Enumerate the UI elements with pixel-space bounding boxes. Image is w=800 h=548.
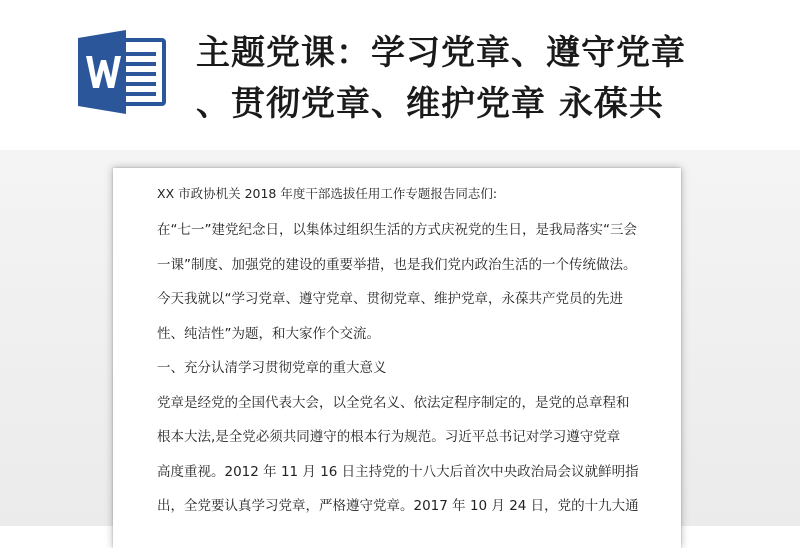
title-line: 主题党课：学习党章、遵守党章: [196, 33, 686, 73]
text-line: 出，全党要认真学习党章，严格遵守党章。2017 年 10 月 24 日，党的十九大通: [157, 498, 639, 514]
text-line: 根本大法,是全党必须共同遵守的根本行为规范。习近平总书记对学习遵守党章: [157, 429, 621, 445]
text-line: 一课”制度、加强党的建设的重要举措，也是我们党内政治生活的一个传统做法。: [157, 256, 637, 273]
page-title: [196, 28, 786, 130]
text-line: 性、纯洁性”为题，和大家作个交流。: [157, 325, 380, 342]
document-body: [157, 184, 647, 524]
text-line: 高度重视。2012 年 11 月 16 日主持党的十八大后首次中央政治局会议就鲜明指: [157, 463, 639, 480]
word-document-icon: [76, 30, 168, 114]
text-line: 党章是经党的全国代表大会，以全党名义、依法定程序制定的，是党的总章程和: [157, 394, 630, 411]
title-line: 、贯彻党章、维护党章 永葆共: [196, 84, 664, 124]
text-line: 在“七一”建党纪念日，以集体过组织生活的方式庆祝党的生日，是我局落实“三会: [157, 222, 637, 238]
salutation: XX 市政协机关 2018 年度干部选拔任用工作专题报告同志们:: [157, 186, 498, 201]
document-page: [113, 168, 681, 548]
header-banner: [0, 0, 800, 150]
section-heading: 一、充分认清学习贯彻党章的重大意义: [157, 360, 387, 376]
text-line: 今天我就以“学习党章、遵守党章、贯彻党章、维护党章，永葆共产党员的先进: [157, 291, 623, 307]
